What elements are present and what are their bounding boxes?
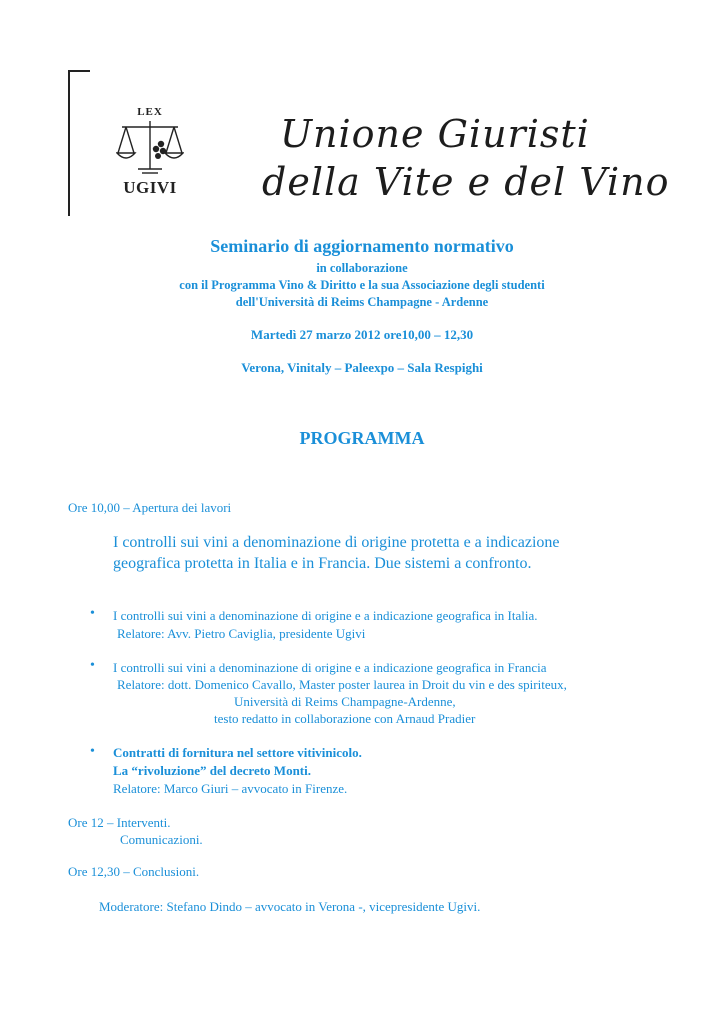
corner-bracket-horizontal — [68, 70, 90, 72]
collaboration-line-1: in collaborazione — [316, 261, 408, 275]
ugivi-logo — [108, 106, 192, 202]
bullet-icon: • — [90, 744, 95, 759]
ore-12-interventi: Ore 12 – Interventi. — [68, 815, 171, 830]
header-script-line-2: della Vite e del Vino — [262, 160, 670, 204]
logo-lex-text: LEX — [137, 106, 163, 118]
corner-bracket-vertical — [68, 70, 70, 216]
scales-of-justice-icon — [116, 119, 184, 177]
programma-heading: PROGRAMMA — [299, 428, 425, 448]
bullet-icon: • — [90, 658, 95, 673]
opening-time: Ore 10,00 – Apertura dei lavori — [68, 500, 232, 515]
seminar-title: Seminario di aggiornamento normativo — [210, 236, 514, 256]
event-location: Verona, Vinitaly – Paleexpo – Sala Respighi — [241, 360, 483, 375]
item-3-text: Contratti di fornitura nel settore vitivinicolo. — [113, 745, 362, 760]
collaboration-line-3: dell'Università di Reims Champagne - Ardenne — [235, 295, 489, 309]
item-2-speaker: Relatore: dott. Domenico Cavallo, Master poster laurea in Droit du vin e des spiriteux, — [117, 677, 567, 692]
item-3-text-2: La “rivoluzione” del decreto Monti. — [113, 763, 311, 778]
item-1-text: I controlli sui vini a denominazione di origine e a indicazione geografica in Italia. — [113, 608, 538, 623]
item-2-text: I controlli sui vini a denominazione di origine e a indicazione geografica in Francia — [113, 660, 547, 675]
item-2-speaker-affiliation: Università di Reims Champagne-Ardenne, — [234, 694, 456, 709]
bullet-icon: • — [90, 606, 95, 621]
event-date: Martedì 27 marzo 2012 ore10,00 – 12,30 — [250, 327, 474, 342]
item-2-speaker-note: testo redatto in collaborazione con Arnaud Pradier — [214, 711, 476, 726]
item-3-speaker: Relatore: Marco Giuri – avvocato in Firenze. — [113, 781, 348, 796]
ore-12-30-conclusioni: Ore 12,30 – Conclusioni. — [68, 864, 200, 879]
topic-line-1: I controlli sui vini a denominazione di origine protetta e a indicazione — [113, 534, 560, 551]
collaboration-line-2: con il Programma Vino & Diritto e la sua Associazione degli studenti — [179, 278, 545, 292]
header-script-line-1: Unione Giuristi — [280, 112, 590, 156]
moderatore: Moderatore: Stefano Dindo – avvocato in Verona -, vicepresidente Ugivi. — [99, 899, 481, 914]
item-1-speaker: Relatore: Avv. Pietro Caviglia, presidente Ugivi — [117, 626, 366, 641]
topic-line-2: geografica protetta in Italia e in Francia. Due sistemi a confronto. — [113, 555, 532, 572]
comunicazioni: Comunicazioni. — [120, 832, 203, 847]
logo-ugivi-text: UGIVI — [123, 178, 177, 197]
